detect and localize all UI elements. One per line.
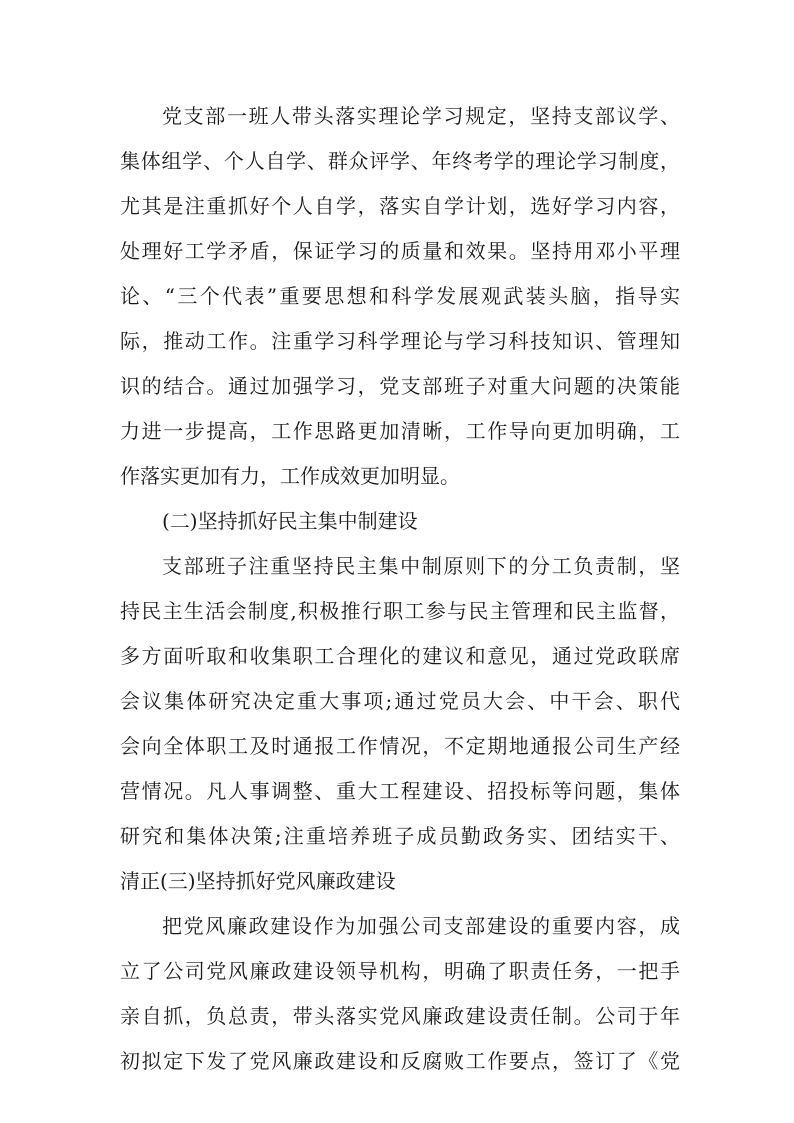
paragraph-line: 论、“三个代表”重要思想和科学发展观武装头脑，指导实 bbox=[120, 284, 680, 308]
paragraph-line: 支部班子注重坚持民主集中制原则下的分工负责制，坚 bbox=[162, 554, 680, 578]
paragraph-line: 持民主生活会制度,积极推行职工参与民主管理和民主监督， bbox=[120, 599, 680, 623]
paragraph-line: 会向全体职工及时通报工作情况，不定期地通报公司生产经 bbox=[120, 734, 680, 758]
paragraph-line: 集体组学、个人自学、群众评学、年终考学的理论学习制度， bbox=[120, 149, 680, 173]
paragraph-line: 立了公司党风廉政建设领导机构，明确了职责任务，一把手 bbox=[120, 959, 680, 983]
paragraph-line: 处理好工学矛盾，保证学习的质量和效果。坚持用邓小平理 bbox=[120, 239, 680, 263]
paragraph-line: 多方面听取和收集职工合理化的建议和意见，通过党政联席 bbox=[120, 644, 680, 668]
paragraph-line: 识的结合。通过加强学习，党支部班子对重大问题的决策能 bbox=[120, 374, 680, 398]
paragraph-line: 把党风廉政建设作为加强公司支部建设的重要内容，成 bbox=[162, 914, 680, 938]
paragraph-line: 尤其是注重抓好个人自学，落实自学计划，选好学习内容， bbox=[120, 194, 680, 218]
paragraph-line: 初拟定下发了党风廉政建设和反腐败工作要点，签订了《党 bbox=[120, 1049, 680, 1073]
paragraph-line: 力进一步提高，工作思路更加清晰，工作导向更加明确，工 bbox=[120, 419, 680, 443]
paragraph-line: 作落实更加有力，工作成效更加明显。 bbox=[120, 464, 460, 488]
paragraph-line: 营情况。凡人事调整、重大工程建设、招投标等问题，集体 bbox=[120, 779, 680, 803]
paragraph-line: 研究和集体决策;注重培养班子成员勤政务实、团结实干、 bbox=[120, 824, 680, 848]
section-heading: 清正(三)坚持抓好党风廉政建设 bbox=[120, 869, 396, 893]
paragraph-line: 际，推动工作。注重学习科学理论与学习科技知识、管理知 bbox=[120, 329, 680, 353]
paragraph-line: 会议集体研究决定重大事项;通过党员大会、中干会、职代 bbox=[120, 689, 680, 713]
paragraph-line: 党支部一班人带头落实理论学习规定，坚持支部议学、 bbox=[162, 104, 680, 128]
paragraph-line: 亲自抓，负总责，带头落实党风廉政建设责任制。公司于年 bbox=[120, 1004, 680, 1028]
section-heading: (二)坚持抓好民主集中制建设 bbox=[162, 509, 418, 533]
